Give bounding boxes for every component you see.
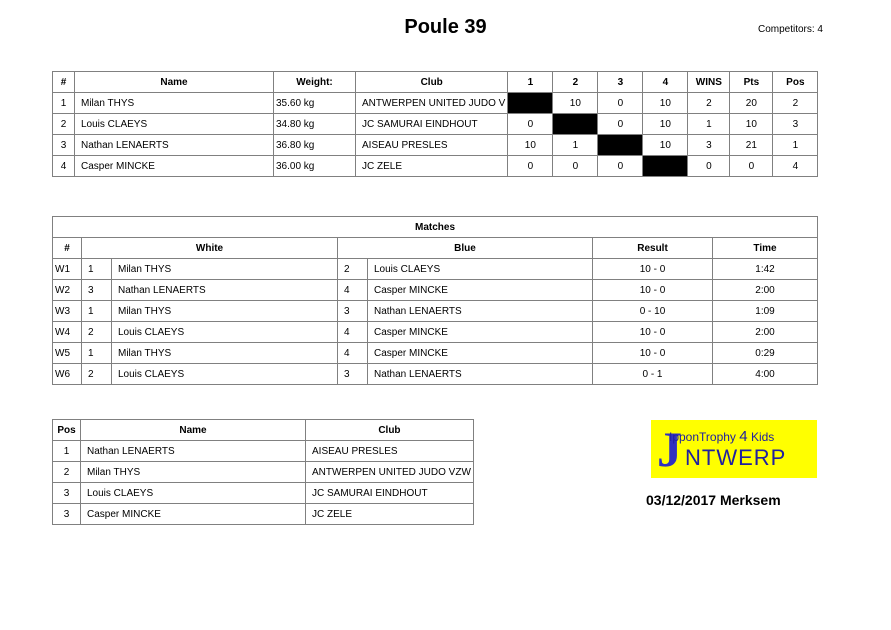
match-result: 0 - 10: [593, 301, 713, 322]
blue-name: Nathan LENAERTS: [368, 301, 593, 322]
matches-col-blue: Blue: [338, 238, 593, 259]
pool-weight: 36.80 kg: [274, 135, 356, 156]
pool-col-weight: Weight:: [274, 72, 356, 93]
ranking-pos: 2: [53, 462, 81, 483]
match-result: 10 - 0: [593, 343, 713, 364]
blue-number: 3: [338, 364, 368, 385]
white-name: Louis CLAEYS: [112, 364, 338, 385]
match-row: [53, 301, 818, 322]
blue-name: Louis CLAEYS: [368, 259, 593, 280]
ranking-row: [53, 441, 474, 462]
white-name: Louis CLAEYS: [112, 322, 338, 343]
pool-pts: 20: [730, 93, 773, 114]
match-time: 2:00: [713, 322, 818, 343]
ranking-name: Nathan LENAERTS: [81, 441, 306, 462]
match-id: W3: [53, 301, 82, 322]
ranking-col-name: Name: [81, 420, 306, 441]
ranking-name: Casper MINCKE: [81, 504, 306, 525]
match-row: [53, 364, 818, 385]
pool-col-num: #: [53, 72, 75, 93]
pool-wins: 1: [688, 114, 730, 135]
matches-col-time: Time: [713, 238, 818, 259]
ranking-col-club: Club: [306, 420, 474, 441]
pool-club: ANTWERPEN UNITED JUDO V: [356, 93, 508, 114]
match-id: W1: [53, 259, 82, 280]
logo-top-suffix: Kids: [747, 430, 775, 444]
pool-name: Nathan LENAERTS: [75, 135, 274, 156]
ranking-club: JC SAMURAI EINDHOUT: [306, 483, 474, 504]
pool-name: Casper MINCKE: [75, 156, 274, 177]
white-number: 1: [82, 301, 112, 322]
pool-weight: 35.60 kg: [274, 93, 356, 114]
logo-top-label: IpponTrophy: [669, 430, 740, 444]
ranking-pos: 1: [53, 441, 81, 462]
pool-score: 10: [553, 93, 598, 114]
ranking-col-pos: Pos: [53, 420, 81, 441]
blue-name: Casper MINCKE: [368, 343, 593, 364]
ranking-pos: 3: [53, 483, 81, 504]
match-id: W4: [53, 322, 82, 343]
white-number: 2: [82, 322, 112, 343]
blue-name: Nathan LENAERTS: [368, 364, 593, 385]
match-row: [53, 343, 818, 364]
ranking-club: JC ZELE: [306, 504, 474, 525]
pool-row: [53, 114, 818, 135]
white-name: Milan THYS: [112, 259, 338, 280]
white-name: Nathan LENAERTS: [112, 280, 338, 301]
pool-wins: 0: [688, 156, 730, 177]
match-result: 10 - 0: [593, 259, 713, 280]
matches-col-num: #: [53, 238, 82, 259]
pool-col-pts: Pts: [730, 72, 773, 93]
pool-pos: 2: [773, 93, 818, 114]
pool-num: 1: [53, 93, 75, 114]
white-name: Milan THYS: [112, 343, 338, 364]
ranking-name: Louis CLAEYS: [81, 483, 306, 504]
pool-row: [53, 93, 818, 114]
match-id: W2: [53, 280, 82, 301]
ippontrophy-logo: [651, 420, 817, 478]
match-result: 10 - 0: [593, 280, 713, 301]
pool-pos: 4: [773, 156, 818, 177]
pool-score: 1: [553, 135, 598, 156]
match-time: 1:09: [713, 301, 818, 322]
competitors-count: Competitors: 4: [757, 24, 823, 35]
white-number: 1: [82, 343, 112, 364]
ranking-row: [53, 483, 474, 504]
pool-name: Milan THYS: [75, 93, 274, 114]
ranking-club: AISEAU PRESLES: [306, 441, 474, 462]
pool-col-2: 2: [553, 72, 598, 93]
pool-blocked-cell: [553, 114, 598, 135]
match-time: 1:42: [713, 259, 818, 280]
matches-col-white: White: [82, 238, 338, 259]
logo-top-text: [669, 428, 774, 445]
match-id: W5: [53, 343, 82, 364]
pool-wins: 3: [688, 135, 730, 156]
white-number: 1: [82, 259, 112, 280]
logo-bottom-text: NTWERP: [685, 445, 787, 470]
match-id: W6: [53, 364, 82, 385]
pool-blocked-cell: [598, 135, 643, 156]
pool-num: 4: [53, 156, 75, 177]
ranking-club: ANTWERPEN UNITED JUDO VZW: [306, 462, 474, 483]
pool-score: 10: [508, 135, 553, 156]
pool-pts: 10: [730, 114, 773, 135]
white-number: 3: [82, 280, 112, 301]
pool-pts: 0: [730, 156, 773, 177]
blue-name: Casper MINCKE: [368, 322, 593, 343]
pool-num: 3: [53, 135, 75, 156]
pool-score: 10: [643, 114, 688, 135]
pool-col-club: Club: [356, 72, 508, 93]
ranking-header-row: [53, 420, 474, 441]
page-title: Poule 39: [404, 16, 487, 38]
pool-table: [52, 71, 818, 177]
pool-row: [53, 156, 818, 177]
blue-number: 4: [338, 343, 368, 364]
pool-score: 0: [508, 114, 553, 135]
pool-row: [53, 135, 818, 156]
pool-pos: 3: [773, 114, 818, 135]
match-row: [53, 322, 818, 343]
event-date-location: 03/12/2017 Merksem: [646, 492, 781, 508]
pool-score: 0: [508, 156, 553, 177]
match-result: 10 - 0: [593, 322, 713, 343]
pool-weight: 34.80 kg: [274, 114, 356, 135]
pool-blocked-cell: [508, 93, 553, 114]
pool-club: AISEAU PRESLES: [356, 135, 508, 156]
pool-score: 10: [643, 93, 688, 114]
pool-wins: 2: [688, 93, 730, 114]
pool-col-name: Name: [75, 72, 274, 93]
pool-name: Louis CLAEYS: [75, 114, 274, 135]
blue-name: Casper MINCKE: [368, 280, 593, 301]
blue-number: 4: [338, 322, 368, 343]
pool-score: 0: [553, 156, 598, 177]
pool-col-1: 1: [508, 72, 553, 93]
pool-score: 0: [598, 93, 643, 114]
pool-pos: 1: [773, 135, 818, 156]
logo-letter: J: [657, 421, 682, 477]
ranking-row: [53, 462, 474, 483]
white-number: 2: [82, 364, 112, 385]
blue-number: 2: [338, 259, 368, 280]
pool-score: 10: [643, 135, 688, 156]
matches-title-row: [53, 217, 818, 238]
pool-header-row: [53, 72, 818, 93]
pool-blocked-cell: [643, 156, 688, 177]
match-time: 2:00: [713, 280, 818, 301]
ranking-row: [53, 504, 474, 525]
pool-col-pos: Pos: [773, 72, 818, 93]
ranking-pos: 3: [53, 504, 81, 525]
blue-number: 4: [338, 280, 368, 301]
pool-club: JC ZELE: [356, 156, 508, 177]
ranking-table: [52, 419, 474, 525]
pool-score: 0: [598, 156, 643, 177]
match-row: [53, 259, 818, 280]
match-time: 4:00: [713, 364, 818, 385]
pool-pts: 21: [730, 135, 773, 156]
white-name: Milan THYS: [112, 301, 338, 322]
pool-col-wins: WINS: [688, 72, 730, 93]
pool-col-4: 4: [643, 72, 688, 93]
blue-number: 3: [338, 301, 368, 322]
pool-club: JC SAMURAI EINDHOUT: [356, 114, 508, 135]
pool-num: 2: [53, 114, 75, 135]
matches-table: [52, 216, 818, 385]
match-result: 0 - 1: [593, 364, 713, 385]
match-row: [53, 280, 818, 301]
pool-score: 0: [598, 114, 643, 135]
match-time: 0:29: [713, 343, 818, 364]
matches-col-result: Result: [593, 238, 713, 259]
pool-weight: 36.00 kg: [274, 156, 356, 177]
ranking-name: Milan THYS: [81, 462, 306, 483]
matches-title: Matches: [53, 217, 818, 238]
logo-top-number: 4: [739, 428, 748, 445]
matches-header-row: [53, 238, 818, 259]
pool-col-3: 3: [598, 72, 643, 93]
